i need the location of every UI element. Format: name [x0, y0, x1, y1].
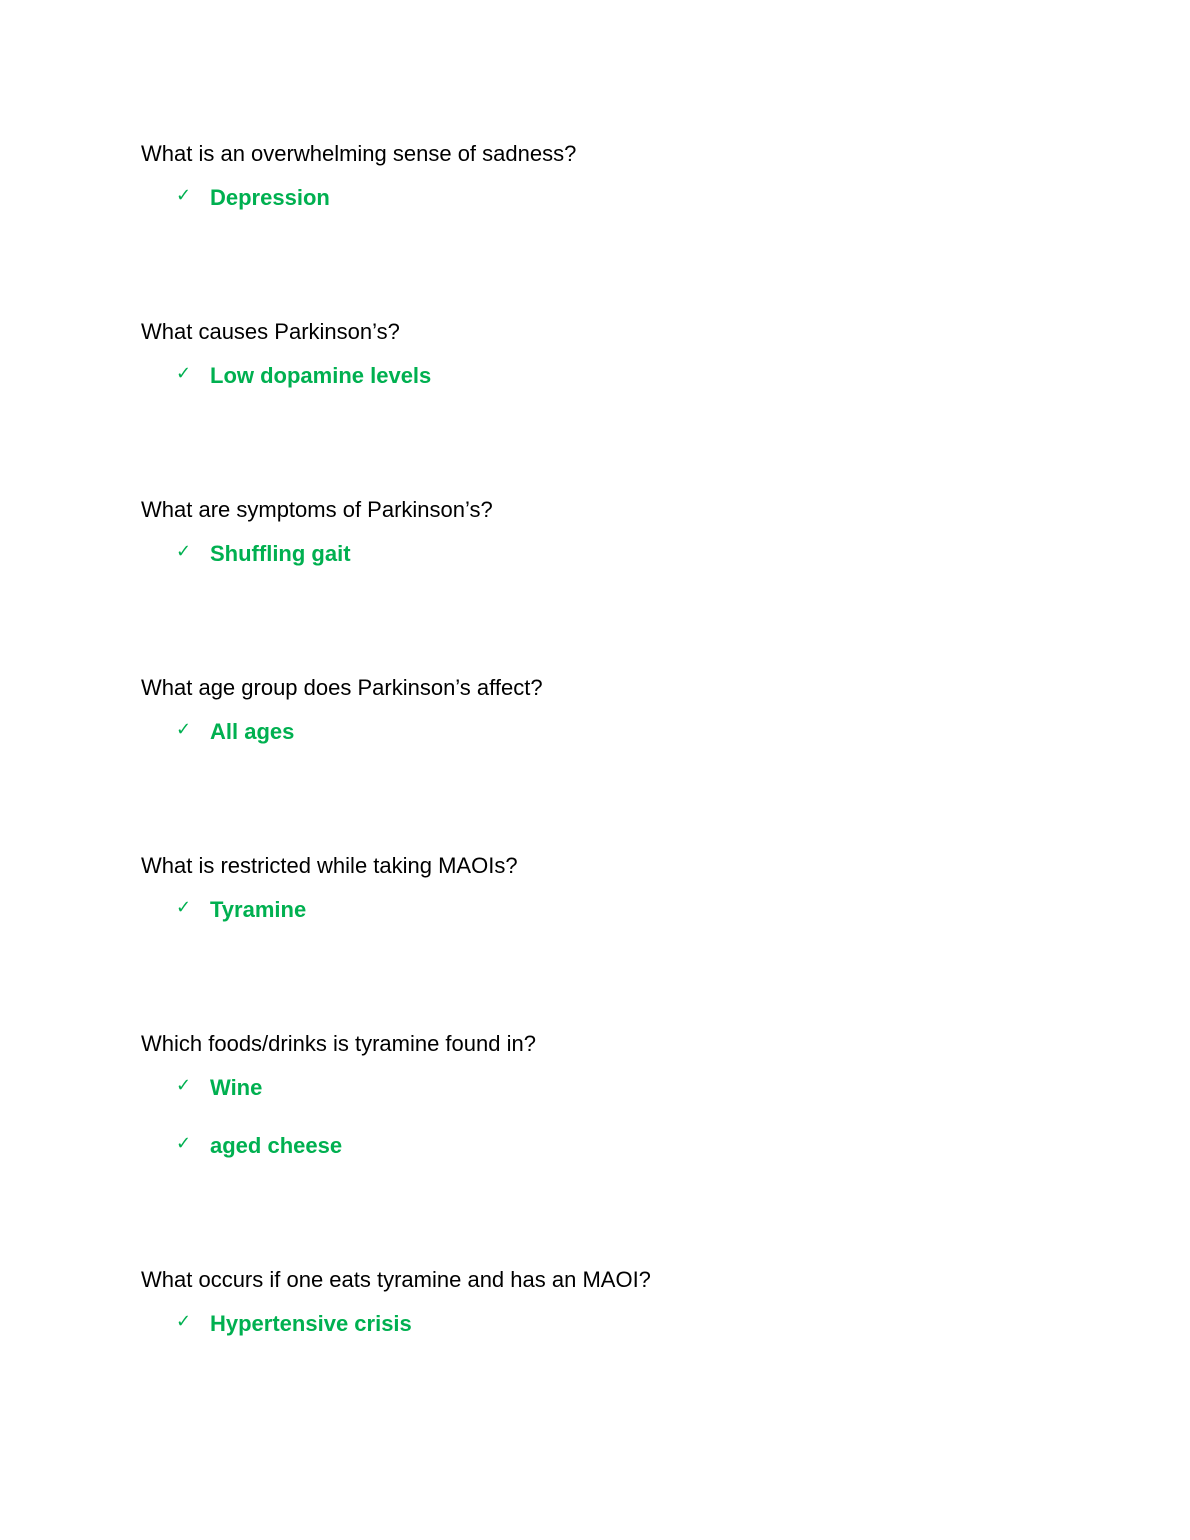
answer-text: Low dopamine levels: [210, 363, 432, 388]
answer-text: Shuffling gait: [210, 541, 351, 566]
question-text: What causes Parkinson’s?: [141, 319, 400, 344]
question-text: What occurs if one eats tyramine and has an MAOI?: [141, 1267, 651, 1292]
answer-text: All ages: [210, 719, 295, 744]
question-text: What age group does Parkinson’s affect?: [141, 675, 543, 700]
qa-item: [141, 853, 1041, 923]
qa-item: [141, 319, 1041, 389]
check-mark-icon: ✓: [176, 1133, 192, 1154]
check-mark-icon: ✓: [176, 897, 192, 918]
check-mark-icon: ✓: [176, 363, 192, 384]
answer-text: Depression: [210, 185, 330, 210]
question-text: Which foods/drinks is tyramine found in?: [141, 1031, 536, 1056]
answer-item: [141, 719, 1041, 745]
answer-text: Hypertensive crisis: [210, 1311, 412, 1336]
answer-item: [141, 1311, 1041, 1337]
question-text: What is an overwhelming sense of sadness?: [141, 141, 577, 166]
answer-item: [141, 185, 1041, 211]
answer-item: [141, 897, 1041, 923]
qa-item: [141, 497, 1041, 567]
qa-item: [141, 141, 1041, 211]
question-text: What is restricted while taking MAOIs?: [141, 853, 518, 878]
check-mark-icon: ✓: [176, 541, 192, 562]
qa-item: [141, 1031, 1041, 1159]
check-mark-icon: ✓: [176, 1311, 192, 1332]
check-mark-icon: ✓: [176, 719, 192, 740]
answer-item: [141, 541, 1041, 567]
qa-item: [141, 1267, 1041, 1337]
answer-text: Wine: [210, 1075, 263, 1100]
answer-text: aged cheese: [210, 1133, 343, 1158]
answer-item: [141, 1133, 1041, 1159]
answer-item: [141, 363, 1041, 389]
answer-text: Tyramine: [210, 897, 307, 922]
check-mark-icon: ✓: [176, 185, 192, 206]
question-text: What are symptoms of Parkinson’s?: [141, 497, 493, 522]
answer-item: [141, 1075, 1041, 1101]
qa-item: [141, 675, 1041, 745]
check-mark-icon: ✓: [176, 1075, 192, 1096]
